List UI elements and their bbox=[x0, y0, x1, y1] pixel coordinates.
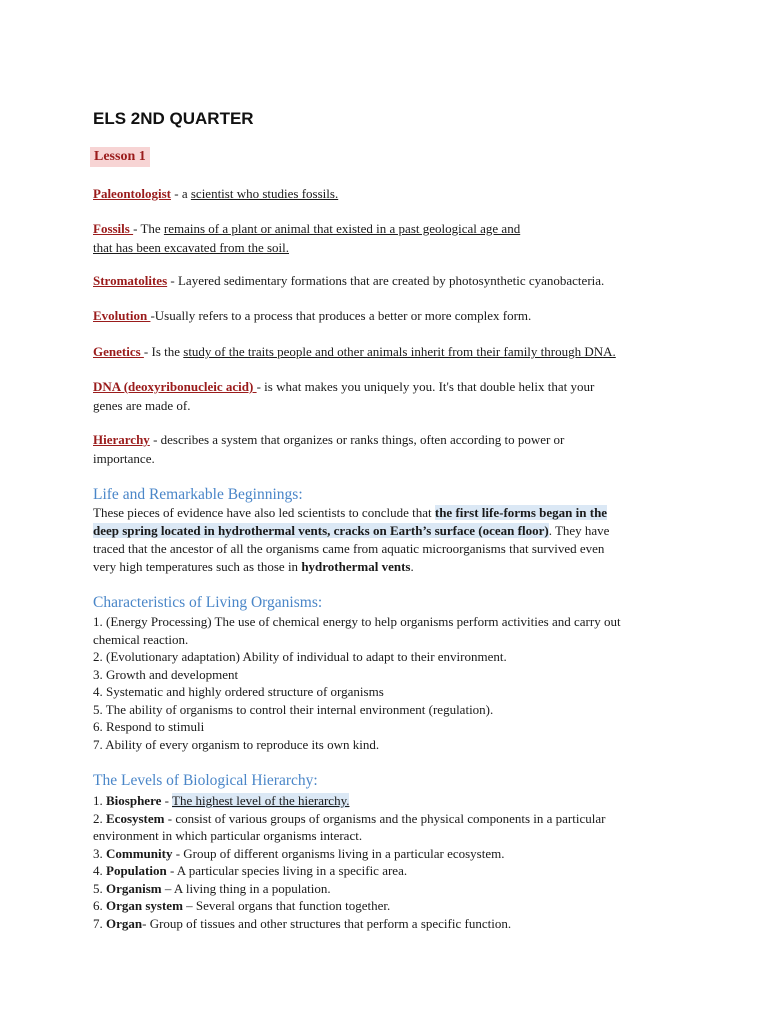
lesson-heading: Lesson 1 bbox=[90, 147, 150, 167]
definition-separator: - bbox=[149, 432, 161, 447]
list-item bbox=[93, 827, 683, 845]
life-text: . They have bbox=[548, 523, 610, 538]
definition-text: scientist who studies fossils. bbox=[190, 186, 339, 201]
highlighted-text: The highest level of the hierarchy. bbox=[172, 793, 350, 808]
item-text: environment in which particular organisms interact. bbox=[93, 828, 363, 843]
section-heading-characteristics: Characteristics of Living Organisms: bbox=[93, 594, 323, 611]
definition-text: describes a system that organizes or ranks things, often according to power or bbox=[160, 432, 565, 447]
item-text: – A living thing in a population. bbox=[161, 880, 331, 896]
bold-term: hydrothermal vents bbox=[301, 559, 411, 574]
item-text: – Several organs that function together. bbox=[182, 898, 391, 913]
list-item bbox=[93, 915, 683, 933]
definition-term: Fossils bbox=[93, 221, 134, 236]
definition-text: remains of a plant or animal that existed in a past geological age and bbox=[163, 221, 521, 236]
list-item bbox=[93, 897, 683, 915]
section-heading-hierarchy: The Levels of Biological Hierarchy: bbox=[93, 772, 318, 789]
definition-term: Genetics bbox=[93, 344, 144, 359]
hierarchy-list bbox=[93, 792, 683, 932]
item-term: Biosphere bbox=[106, 793, 162, 808]
definition-evolution bbox=[93, 306, 693, 325]
definition-separator: - bbox=[256, 379, 265, 394]
item-text: - A particular species living in a specific area. bbox=[166, 863, 408, 878]
life-text: very high temperatures such as those in bbox=[93, 559, 302, 574]
list-item bbox=[93, 810, 683, 828]
definition-term: DNA (deoxyribonucleic acid) bbox=[93, 379, 257, 394]
document-title: ELS 2ND QUARTER bbox=[93, 109, 254, 128]
item-text: - Group of different organisms living in a particular ecosystem. bbox=[172, 845, 505, 861]
definition-fossils bbox=[93, 219, 693, 257]
list-item: 5. The ability of organisms to control their internal environment (regulation). bbox=[93, 701, 494, 717]
item-number: 7. bbox=[93, 915, 106, 931]
life-text: These pieces of evidence have also led scientists to conclude that bbox=[93, 505, 435, 520]
highlighted-text: the first life-forms began in the bbox=[434, 505, 608, 520]
list-item: 6. Respond to stimuli bbox=[93, 719, 205, 734]
item-term: Organ system bbox=[106, 898, 183, 913]
list-item: 4. Systematic and highly ordered structure of organisms bbox=[93, 684, 384, 699]
life-paragraph bbox=[93, 504, 668, 576]
definition-separator: - The bbox=[133, 221, 164, 236]
item-number: 3. bbox=[93, 845, 106, 861]
definition-term: Paleontologist bbox=[93, 186, 171, 201]
list-item bbox=[93, 792, 683, 810]
definition-separator: - bbox=[150, 308, 155, 323]
definition-separator: - a bbox=[171, 186, 191, 201]
definition-text: Usually refers to a process that produces a better or more complex form. bbox=[154, 308, 532, 323]
definition-separator: - bbox=[167, 273, 178, 288]
characteristics-list bbox=[93, 613, 683, 753]
item-term: Community bbox=[106, 845, 173, 861]
item-term: Ecosystem bbox=[106, 810, 165, 826]
life-text: traced that the ancestor of all the organisms came from aquatic microorganisms that survived even bbox=[93, 541, 605, 556]
item-text: - bbox=[161, 793, 172, 808]
highlighted-text: deep spring located in hydrothermal vents, cracks on Earth’s surface (ocean floor) bbox=[93, 523, 549, 538]
life-text-end: . bbox=[410, 559, 414, 574]
definition-hierarchy bbox=[93, 430, 693, 468]
item-term: Organ bbox=[106, 915, 143, 931]
definition-term: Stromatolites bbox=[93, 273, 168, 288]
definition-dna bbox=[93, 377, 693, 415]
definition-stromatolites bbox=[93, 271, 693, 290]
item-number: 1. bbox=[93, 793, 106, 808]
list-item: 2. (Evolutionary adaptation) Ability of individual to adapt to their environment. bbox=[93, 649, 507, 664]
list-item: 1. (Energy Processing) The use of chemical energy to help organisms perform activities and carry out bbox=[93, 614, 621, 629]
definition-text: is what makes you uniquely you. It's that double helix that your bbox=[264, 379, 595, 394]
list-item bbox=[93, 862, 683, 880]
item-number: 5. bbox=[93, 880, 106, 896]
list-item bbox=[93, 845, 683, 863]
item-text: - consist of various groups of organisms and the physical components in a particular bbox=[164, 810, 606, 826]
definition-separator: - Is the bbox=[143, 344, 184, 359]
list-item bbox=[93, 880, 683, 898]
list-item: 7. Ability of every organism to reproduce its own kind. bbox=[93, 736, 380, 752]
definition-paleontologist bbox=[93, 184, 693, 203]
section-heading-life: Life and Remarkable Beginnings: bbox=[93, 486, 303, 503]
item-text: - Group of tissues and other structures that perform a specific function. bbox=[142, 915, 512, 931]
definition-term: Evolution bbox=[93, 308, 151, 323]
definition-genetics bbox=[93, 342, 693, 361]
item-number: 4. bbox=[93, 863, 106, 878]
definition-term: Hierarchy bbox=[93, 432, 150, 447]
item-number: 6. bbox=[93, 898, 106, 913]
definition-text-continued: genes are made of. bbox=[93, 398, 191, 413]
item-number: 2. bbox=[93, 810, 106, 826]
definition-text-continued: importance. bbox=[93, 451, 155, 466]
definition-text: Layered sedimentary formations that are created by photosynthetic cyanobacteria. bbox=[177, 273, 605, 288]
list-item: 3. Growth and development bbox=[93, 666, 239, 682]
item-term: Organism bbox=[106, 880, 162, 896]
list-item: chemical reaction. bbox=[93, 631, 189, 647]
definition-text-continued: that has been excavated from the soil. bbox=[93, 240, 290, 255]
definition-text: study of the traits people and other animals inherit from their family through DNA. bbox=[183, 344, 616, 359]
item-term: Population bbox=[106, 863, 167, 878]
